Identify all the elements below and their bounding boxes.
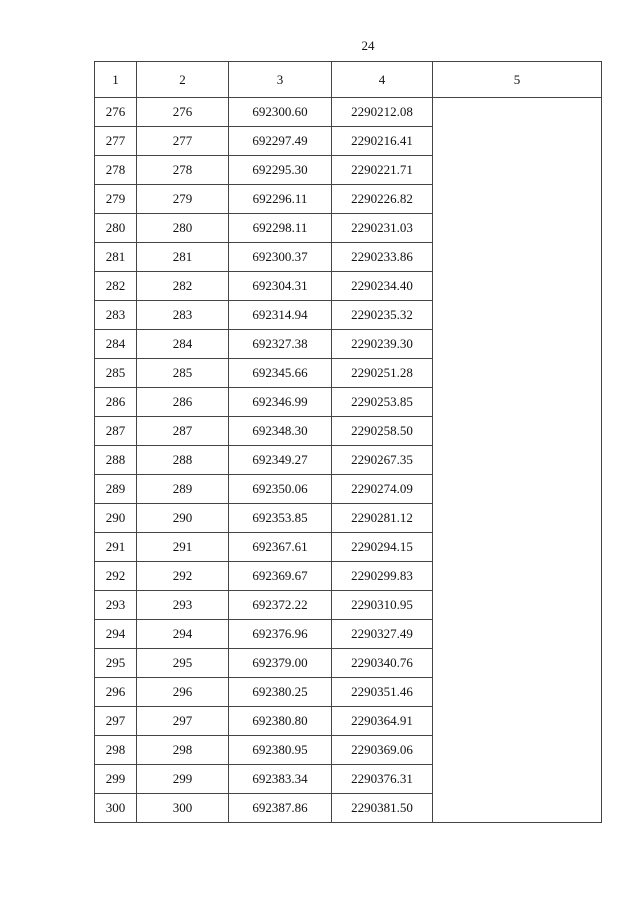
x-coordinate-cell: 692349.27 <box>229 446 332 475</box>
point-id-cell: 296 <box>137 678 229 707</box>
point-id-cell: 288 <box>137 446 229 475</box>
y-coordinate-cell: 2290340.76 <box>332 649 433 678</box>
column-header-1: 1 <box>95 62 137 98</box>
y-coordinate-cell: 2290310.95 <box>332 591 433 620</box>
point-number-cell: 289 <box>95 475 137 504</box>
point-id-cell: 294 <box>137 620 229 649</box>
x-coordinate-cell: 692387.86 <box>229 794 332 823</box>
point-number-cell: 281 <box>95 243 137 272</box>
point-id-cell: 299 <box>137 765 229 794</box>
point-number-cell: 296 <box>95 678 137 707</box>
point-number-cell: 300 <box>95 794 137 823</box>
point-id-cell: 281 <box>137 243 229 272</box>
y-coordinate-cell: 2290281.12 <box>332 504 433 533</box>
page-number: 24 <box>361 38 375 53</box>
y-coordinate-cell: 2290221.71 <box>332 156 433 185</box>
point-number-cell: 290 <box>95 504 137 533</box>
point-id-cell: 285 <box>137 359 229 388</box>
point-id-cell: 292 <box>137 562 229 591</box>
point-number-cell: 288 <box>95 446 137 475</box>
point-number-cell: 291 <box>95 533 137 562</box>
x-coordinate-cell: 692345.66 <box>229 359 332 388</box>
point-id-cell: 287 <box>137 417 229 446</box>
point-id-cell: 277 <box>137 127 229 156</box>
y-coordinate-cell: 2290226.82 <box>332 185 433 214</box>
column-header-4: 4 <box>332 62 433 98</box>
y-coordinate-cell: 2290251.28 <box>332 359 433 388</box>
point-id-cell: 278 <box>137 156 229 185</box>
y-coordinate-cell: 2290376.31 <box>332 765 433 794</box>
x-coordinate-cell: 692367.61 <box>229 533 332 562</box>
y-coordinate-cell: 2290351.46 <box>332 678 433 707</box>
point-number-cell: 284 <box>95 330 137 359</box>
point-number-cell: 285 <box>95 359 137 388</box>
x-coordinate-cell: 692327.38 <box>229 330 332 359</box>
y-coordinate-cell: 2290234.40 <box>332 272 433 301</box>
point-id-cell: 276 <box>137 98 229 127</box>
x-coordinate-cell: 692300.37 <box>229 243 332 272</box>
x-coordinate-cell: 692372.22 <box>229 591 332 620</box>
y-coordinate-cell: 2290327.49 <box>332 620 433 649</box>
column-header-3: 3 <box>229 62 332 98</box>
point-number-cell: 279 <box>95 185 137 214</box>
x-coordinate-cell: 692380.25 <box>229 678 332 707</box>
point-number-cell: 287 <box>95 417 137 446</box>
point-number-cell: 298 <box>95 736 137 765</box>
point-id-cell: 286 <box>137 388 229 417</box>
x-coordinate-cell: 692376.96 <box>229 620 332 649</box>
point-number-cell: 297 <box>95 707 137 736</box>
table-row <box>95 98 602 127</box>
x-coordinate-cell: 692383.34 <box>229 765 332 794</box>
point-id-cell: 297 <box>137 707 229 736</box>
coordinates-table <box>94 61 602 823</box>
note-cell <box>433 98 602 823</box>
x-coordinate-cell: 692346.99 <box>229 388 332 417</box>
point-id-cell: 295 <box>137 649 229 678</box>
point-number-cell: 278 <box>95 156 137 185</box>
point-id-cell: 279 <box>137 185 229 214</box>
table-body <box>95 98 602 823</box>
point-id-cell: 293 <box>137 591 229 620</box>
point-number-cell: 283 <box>95 301 137 330</box>
point-number-cell: 282 <box>95 272 137 301</box>
x-coordinate-cell: 692348.30 <box>229 417 332 446</box>
point-number-cell: 277 <box>95 127 137 156</box>
x-coordinate-cell: 692296.11 <box>229 185 332 214</box>
y-coordinate-cell: 2290364.91 <box>332 707 433 736</box>
point-number-cell: 286 <box>95 388 137 417</box>
point-number-cell: 299 <box>95 765 137 794</box>
point-id-cell: 283 <box>137 301 229 330</box>
x-coordinate-cell: 692314.94 <box>229 301 332 330</box>
x-coordinate-cell: 692353.85 <box>229 504 332 533</box>
point-number-cell: 292 <box>95 562 137 591</box>
table-header-row <box>95 62 602 98</box>
x-coordinate-cell: 692304.31 <box>229 272 332 301</box>
x-coordinate-cell: 692295.30 <box>229 156 332 185</box>
y-coordinate-cell: 2290231.03 <box>332 214 433 243</box>
point-id-cell: 284 <box>137 330 229 359</box>
y-coordinate-cell: 2290233.86 <box>332 243 433 272</box>
column-header-2: 2 <box>137 62 229 98</box>
y-coordinate-cell: 2290274.09 <box>332 475 433 504</box>
y-coordinate-cell: 2290369.06 <box>332 736 433 765</box>
x-coordinate-cell: 692300.60 <box>229 98 332 127</box>
point-number-cell: 293 <box>95 591 137 620</box>
point-number-cell: 280 <box>95 214 137 243</box>
point-id-cell: 289 <box>137 475 229 504</box>
y-coordinate-cell: 2290235.32 <box>332 301 433 330</box>
point-number-cell: 295 <box>95 649 137 678</box>
point-id-cell: 282 <box>137 272 229 301</box>
point-id-cell: 280 <box>137 214 229 243</box>
x-coordinate-cell: 692297.49 <box>229 127 332 156</box>
y-coordinate-cell: 2290294.15 <box>332 533 433 562</box>
x-coordinate-cell: 692350.06 <box>229 475 332 504</box>
point-number-cell: 276 <box>95 98 137 127</box>
x-coordinate-cell: 692379.00 <box>229 649 332 678</box>
y-coordinate-cell: 2290239.30 <box>332 330 433 359</box>
point-number-cell: 294 <box>95 620 137 649</box>
y-coordinate-cell: 2290381.50 <box>332 794 433 823</box>
point-id-cell: 290 <box>137 504 229 533</box>
point-id-cell: 298 <box>137 736 229 765</box>
y-coordinate-cell: 2290212.08 <box>332 98 433 127</box>
point-id-cell: 300 <box>137 794 229 823</box>
x-coordinate-cell: 692298.11 <box>229 214 332 243</box>
x-coordinate-cell: 692369.67 <box>229 562 332 591</box>
y-coordinate-cell: 2290216.41 <box>332 127 433 156</box>
y-coordinate-cell: 2290299.83 <box>332 562 433 591</box>
y-coordinate-cell: 2290258.50 <box>332 417 433 446</box>
y-coordinate-cell: 2290267.35 <box>332 446 433 475</box>
x-coordinate-cell: 692380.80 <box>229 707 332 736</box>
point-id-cell: 291 <box>137 533 229 562</box>
column-header-5: 5 <box>433 62 602 98</box>
x-coordinate-cell: 692380.95 <box>229 736 332 765</box>
y-coordinate-cell: 2290253.85 <box>332 388 433 417</box>
